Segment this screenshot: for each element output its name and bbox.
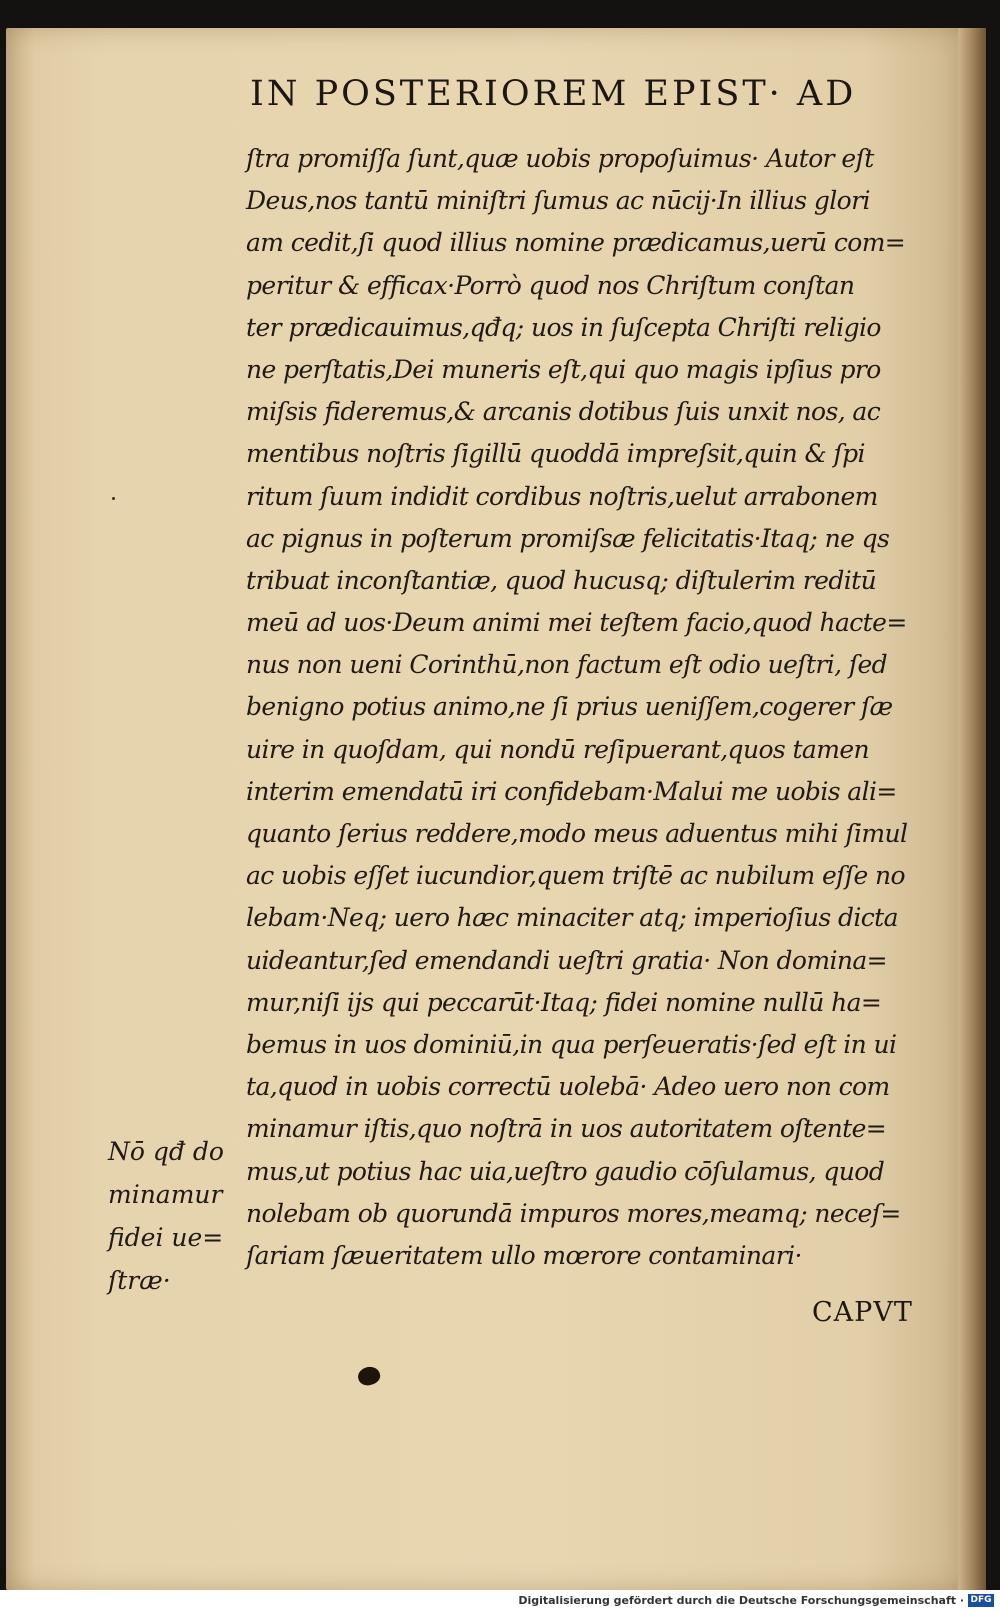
page-edge bbox=[958, 28, 986, 1590]
marginal-note-line: minamur bbox=[108, 1180, 223, 1209]
text-line: lebam·Neq; uero hæc minaciter atq; imperioſius dicta bbox=[246, 903, 898, 933]
text-line: am cedit,ſi quod illius nomine prædicamus,uerū com= bbox=[246, 228, 906, 258]
text-line: ter prædicauimus,qđq; uos in ſuſcepta Chriſti religio bbox=[246, 312, 881, 342]
text-line: minamur iſtis,quo noſtrā in uos autoritatem oſtente= bbox=[246, 1114, 887, 1144]
text-line: mentibus noſtris ſigillū quoddā impreſsit,quin & ſpi bbox=[246, 439, 865, 469]
text-line: Deus,nos tantū miniſtri ſumus ac nūcij·In illius glori bbox=[246, 186, 870, 216]
running-head: IN POSTERIOREM EPIST· AD bbox=[250, 74, 857, 114]
text-line: benigno potius animo,ne ſi prius ueniſſem,cogerer ſæ bbox=[246, 692, 893, 722]
text-line: ſariam ſæueritatem ullo mœrore contaminari· bbox=[246, 1240, 802, 1270]
text-line: mur,niſi ijs qui peccarūt·Itaq; fidei nomine nullū ha= bbox=[246, 987, 882, 1017]
marginal-note bbox=[108, 1130, 224, 1302]
text-line: ta,quod in uobis correctū uolebā· Adeo uero non com bbox=[246, 1072, 890, 1102]
text-line: ac uobis eſſet iucundior,quem triſtē ac nubilum eſſe no bbox=[246, 861, 905, 891]
text-line: ne perſtatis,Dei muneris eſt,qui quo magis ipſius pro bbox=[246, 354, 881, 384]
text-line: uideantur,ſed emendandi ueſtri gratia· Non domina= bbox=[246, 945, 888, 975]
text-line: quanto ſerius reddere,modo meus aduentus mihi ſimul bbox=[246, 819, 908, 848]
marginal-note-line: fidei ue= bbox=[108, 1223, 224, 1252]
text-line: mus,ut potius hac uia,ueſtro gaudio cōſulamus, quod bbox=[246, 1156, 885, 1186]
text-line: ac pignus in poſterum promiſsæ felicitatis·Itaq; ne qs bbox=[246, 523, 890, 553]
text-line: peritur & efficax·Porrò quod nos Chriſtum conſtan bbox=[246, 270, 855, 300]
text-line: nolebam ob quorundā impuros mores,meamq; neceſ= bbox=[246, 1198, 901, 1228]
digitization-credit: Digitalisierung gefördert durch die Deutsche Forschungsgemeinschaft · bbox=[518, 1594, 964, 1607]
catchword: CAPVT bbox=[812, 1297, 913, 1328]
text-line: bemus in uos dominiū,in qua perſeueratis·ſed eſt in ui bbox=[246, 1029, 897, 1059]
text-line: nus non ueni Corinthū,non factum eſt odio ueſtri, ſed bbox=[246, 650, 888, 680]
text-line: meū ad uos·Deum animi mei teſtem facio,quod hacte= bbox=[246, 608, 907, 638]
text-line: interim emendatū iri confidebam·Malui me uobis ali= bbox=[246, 776, 897, 806]
text-line: tribuat inconſtantiæ, quod hucusq; diſtulerim reditū bbox=[246, 565, 877, 595]
text-line: ritum ſuum indidit cordibus noſtris,uelut arrabonem bbox=[246, 481, 878, 511]
paper-fleck bbox=[112, 497, 115, 500]
marginal-note-line: Nō qđ do bbox=[108, 1137, 224, 1166]
text-line: miſsis fideremus,& arcanis dotibus ſuis unxit nos, ac bbox=[246, 397, 881, 427]
text-line: uire in quoſdam, qui nondū reſipuerant,quos tamen bbox=[246, 734, 870, 764]
body-text bbox=[246, 138, 926, 1277]
marginal-note-line: ſtræ· bbox=[108, 1266, 171, 1295]
text-line: ſtra promiſſa ſunt,quæ uobis propoſuimus· Autor eſt bbox=[246, 144, 874, 173]
dfg-logo: DFG bbox=[968, 1594, 994, 1607]
